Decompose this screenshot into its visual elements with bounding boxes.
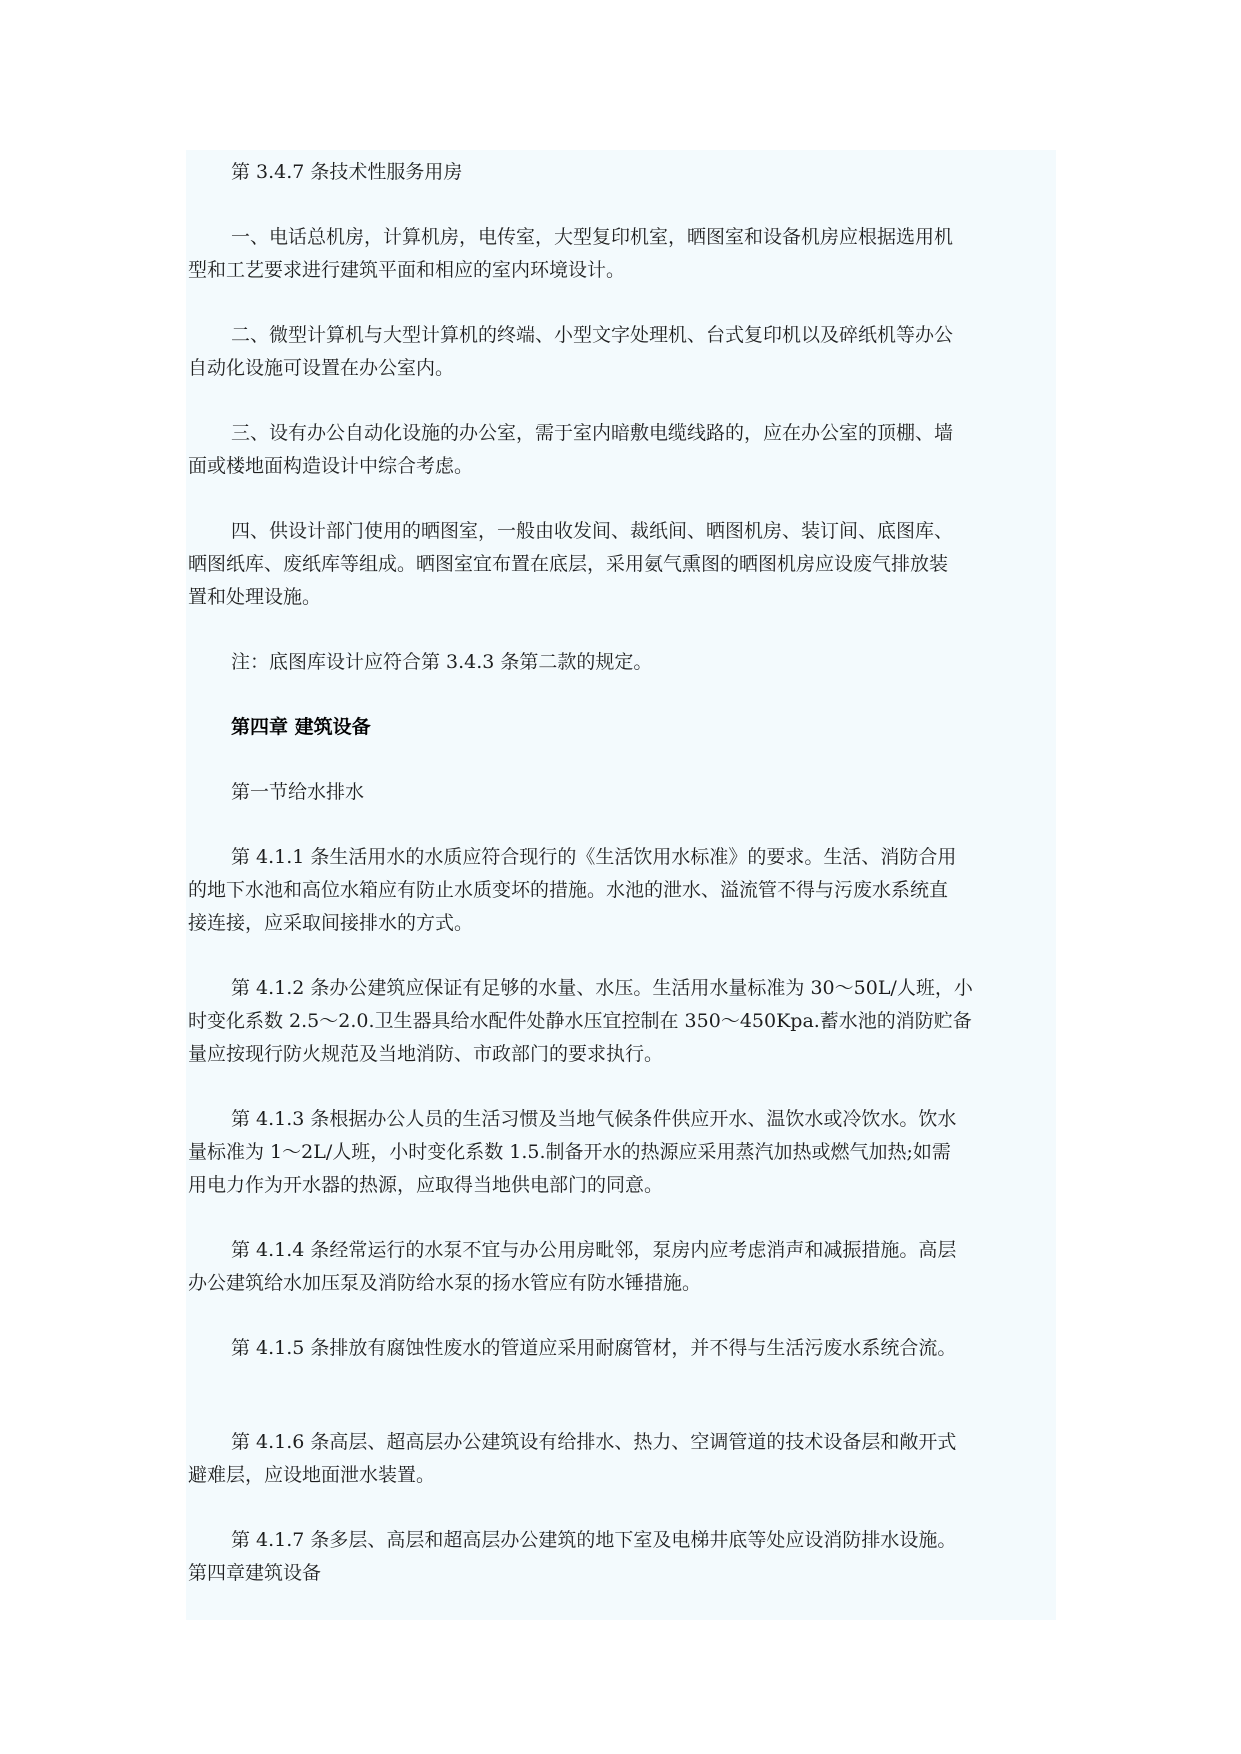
clause-4-1-6-line-2: 避难层，应设地面泄水装置。 <box>188 1464 436 1486</box>
section-1-heading: 第一节给水排水 <box>231 781 365 803</box>
chapter-4-heading: 第四章 建筑设备 <box>231 716 371 738</box>
clause-4-1-1-line-1: 第 4.1.1 条生活用水的水质应符合现行的《生活饮用水标准》的要求。生活、消防合用 <box>231 846 957 868</box>
paragraph-2-line-2: 自动化设施可设置在办公室内。 <box>188 357 455 379</box>
clause-4-1-4-line-1: 第 4.1.4 条经常运行的水泵不宜与办公用房毗邻，泵房内应考虑消声和减振措施。高层 <box>231 1239 957 1261</box>
clause-4-1-3-line-2: 量标准为 1～2L/人班，小时变化系数 1.5.制备开水的热源应采用蒸汽加热或燃气加热;如需 <box>188 1141 951 1163</box>
clause-3-4-7-heading: 第 3.4.7 条技术性服务用房 <box>231 161 463 183</box>
clause-4-1-2-line-1: 第 4.1.2 条办公建筑应保证有足够的水量、水压。生活用水量标准为 30～50L/人班，小 <box>231 977 973 999</box>
paragraph-3-line-1: 三、设有办公自动化设施的办公室，需于室内暗敷电缆线路的，应在办公室的顶棚、墙 <box>231 422 954 444</box>
note-line: 注：底图库设计应符合第 3.4.3 条第二款的规定。 <box>231 651 653 673</box>
paragraph-1-line-1: 一、电话总机房，计算机房，电传室，大型复印机室，晒图室和设备机房应根据选用机 <box>231 226 954 248</box>
paragraph-4-line-3: 置和处理设施。 <box>188 586 322 608</box>
clause-4-1-1-line-2: 的地下水池和高位水箱应有防止水质变坏的措施。水池的泄水、溢流管不得与污废水系统直 <box>188 879 949 901</box>
chapter-4-footer-line: 第四章建筑设备 <box>188 1562 322 1584</box>
clause-4-1-6-line-1: 第 4.1.6 条高层、超高层办公建筑设有给排水、热力、空调管道的技术设备层和敞开式 <box>231 1431 957 1453</box>
clause-4-1-2-line-2: 时变化系数 2.5～2.0.卫生器具给水配件处静水压宜控制在 350～450Kpa.蓄水池的消防贮备 <box>188 1010 972 1032</box>
clause-4-1-4-line-2: 办公建筑给水加压泵及消防给水泵的扬水管应有防水锤措施。 <box>188 1272 702 1294</box>
clause-4-1-2-line-3: 量应按现行防火规范及当地消防、市政部门的要求执行。 <box>188 1043 664 1065</box>
clause-4-1-3-line-3: 用电力作为开水器的热源，应取得当地供电部门的同意。 <box>188 1174 664 1196</box>
paragraph-1-line-2: 型和工艺要求进行建筑平面和相应的室内环境设计。 <box>188 259 626 281</box>
paragraph-4-line-1: 四、供设计部门使用的晒图室，一般由收发间、裁纸间、晒图机房、装订间、底图库、 <box>231 520 954 542</box>
paragraph-2-line-1: 二、微型计算机与大型计算机的终端、小型文字处理机、台式复印机以及碎纸机等办公 <box>231 324 954 346</box>
clause-4-1-3-line-1: 第 4.1.3 条根据办公人员的生活习惯及当地气候条件供应开水、温饮水或冷饮水。饮水 <box>231 1108 957 1130</box>
paragraph-4-line-2: 晒图纸库、废纸库等组成。晒图室宜布置在底层，采用氨气熏图的晒图机房应设废气排放装 <box>188 553 949 575</box>
clause-4-1-5-line-1: 第 4.1.5 条排放有腐蚀性废水的管道应采用耐腐管材，并不得与生活污废水系统合流。 <box>231 1337 957 1359</box>
paragraph-3-line-2: 面或楼地面构造设计中综合考虑。 <box>188 455 474 477</box>
clause-4-1-1-line-3: 接连接，应采取间接排水的方式。 <box>188 912 474 934</box>
clause-4-1-7-line-1: 第 4.1.7 条多层、高层和超高层办公建筑的地下室及电梯井底等处应设消防排水设施。 <box>231 1529 957 1551</box>
